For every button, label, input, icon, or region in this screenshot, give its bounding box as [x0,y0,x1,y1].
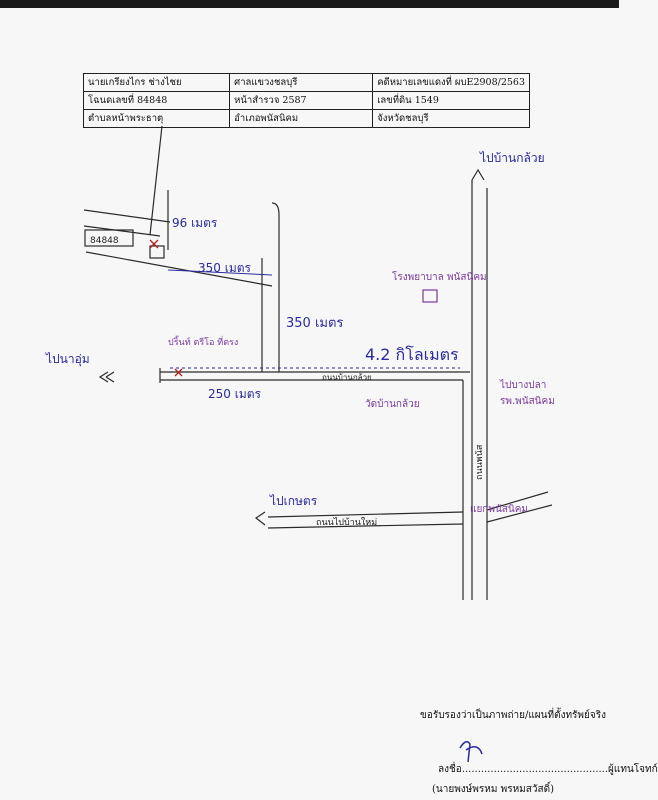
table-cell: หน้าสำรวจ 2587 [230,92,373,110]
table-cell: ตำบลหน้าพระธาตุ [84,110,230,128]
road-line [84,226,160,236]
north-destination-label: ไปบ้านกล้วย [480,151,545,165]
cross-marker [150,240,158,248]
hospital-icon [423,290,437,302]
distance-label: 350 เมตร [198,261,251,275]
west-destination-label: ไปนาอุ่ม [46,352,90,366]
arrow-up-icon [472,170,484,180]
road-name-label: ถนนพนัส [475,444,485,480]
junction-label: แยกพนัสนิคม [470,504,529,515]
signature [460,742,482,762]
table-cell: นายเกรียงไกร ช่างไชย [84,74,230,92]
table-cell: คดีหมายเลขแดงที่ ผบE2908/2563 [373,74,530,92]
distance-label: 250 เมตร [208,387,261,401]
sign-suffix: ผู้แทนโจทก์ [608,764,658,775]
road-name-label: ถนนบ้านกล้วย [322,373,372,382]
table-cell: โฉนดเลขที่ 84848 [84,92,230,110]
distance-label: 4.2 กิโลเมตร [365,345,459,364]
road-line [268,512,463,517]
hospital-label: โรงพยาบาล พนัสนิคม [392,272,487,283]
certify-text: ขอรับรองว่าเป็นภาพถ่าย/แผนที่ตั้งทรัพย์จริง [420,710,606,721]
table-cell: เลขที่ดิน 1549 [373,92,530,110]
arrow-left-icon [106,372,114,382]
southwest-destination-label: ไปเกษตร [270,494,318,508]
landmark-label: รพ.พนัสนิคม [500,396,555,407]
signer-name: (นายพงษ์พรหม พรหมสวัสดิ์) [432,784,554,795]
landmark-label: ปริ้นท์ ตรีโอ ที่ตรง [168,338,239,348]
table-cell: อำเภอพนัสนิคม [230,110,373,128]
landmark-label: ไปบางปลา [500,380,547,391]
distance-label: 96 เมตร [172,216,218,230]
road-line [84,210,170,222]
distance-label: 350 เมตร [286,316,344,331]
sign-dots: .............................................. [461,764,609,775]
pointer-line [150,126,162,235]
signature-line [438,762,658,777]
plot-number-label: 84848 [90,236,119,246]
sign-prefix: ลงชื่อ [438,764,462,775]
arrow-left-icon [256,512,265,525]
temple-label: วัดบ้านกล้วย [365,399,420,410]
table-cell: ศาลแขวงชลบุรี [230,74,373,92]
table-cell: จังหวัดชลบุรี [373,110,530,128]
road-name-label: ถนนไปบ้านใหม่ [316,518,378,528]
road-line [272,203,279,372]
